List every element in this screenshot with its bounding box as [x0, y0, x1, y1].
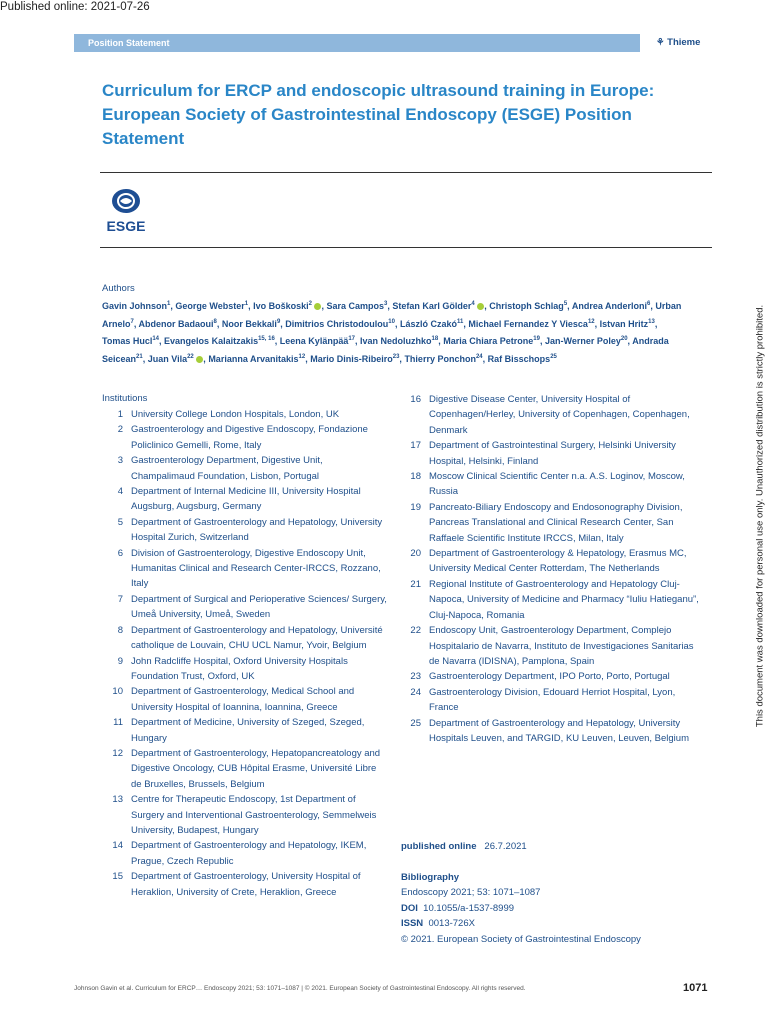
institution-text: Moscow Clinical Scientific Center n.a. A.S. Loginov, Moscow, Russia [429, 471, 685, 498]
author-name: Marianna Arvanitakis [208, 353, 299, 364]
institution-item [102, 592, 387, 623]
institution-item [400, 685, 700, 716]
author-affiliation: 12 [587, 318, 595, 325]
author-name: Jan-Werner Poley [544, 336, 621, 347]
orcid-icon[interactable] [196, 356, 203, 363]
institution-text: Gastroenterology and Digestive Endoscopy, Fondazione Policlinico Gemelli, Rome, Italy [131, 424, 368, 451]
doi-link[interactable]: 10.1055/a-1537-8999 [423, 902, 515, 914]
institution-item [102, 684, 387, 715]
title-divider [100, 172, 712, 173]
author-affiliation: 15, 16 [258, 336, 275, 343]
institution-number: 12 [112, 747, 123, 759]
institution-text: Centre for Therapeutic Endoscopy, 1st Department of Surgery and Interventional Gastroenterology, Semmelweis University, Budapest, Hungary [131, 794, 377, 836]
author-affiliation: 1 [167, 301, 171, 307]
author-affiliation: 9 [276, 318, 281, 325]
institution-number: 24 [410, 686, 421, 698]
institution-item [102, 792, 387, 838]
institution-item [102, 746, 387, 792]
bibliography [401, 870, 641, 947]
institution-number: 25 [410, 717, 421, 729]
institution-text: Gastroenterology Department, Digestive Unit, Champalimaud Foundation, Lisbon, Portugal [131, 455, 323, 482]
author-name: Raf Bisschops [487, 353, 551, 364]
institution-number: 1 [117, 409, 123, 420]
institution-number: 17 [410, 440, 421, 452]
author-affiliation: 4 [471, 301, 475, 307]
institution-item [102, 838, 387, 869]
published-banner: Published online: 2021-07-26 [0, 1, 150, 13]
institution-text: Department of Internal Medicine III, University Hospital Augsburg, Augsburg, Germany [131, 486, 361, 513]
author-name: Andrada Seicean [102, 336, 669, 364]
institution-text: John Radcliffe Hospital, Oxford University Hospitals Foundation Trust, Oxford, UK [131, 655, 348, 682]
institution-number: 22 [410, 625, 421, 637]
issn-label: ISSN [401, 918, 424, 930]
institution-number: 14 [112, 840, 123, 852]
institution-number: 8 [117, 624, 123, 636]
copyright: © 2021. European Society of Gastrointestinal Endoscopy [401, 933, 641, 945]
institution-number: 13 [112, 794, 123, 806]
institution-item [102, 484, 387, 515]
institution-text: Gastroenterology Division, Edouard Herriot Hospital, Lyon, France [429, 686, 676, 714]
author-name: Juan Vila [147, 353, 188, 364]
institution-number: 6 [117, 547, 123, 559]
publisher-logo: ⚘ Thieme [656, 37, 701, 48]
institution-text: Division of Gastroenterology, Digestive Endoscopy Unit, Humanitas Clinical and Research Center-IRCCS, Rozzano, Italy [131, 547, 381, 590]
institutions-column-left [102, 407, 387, 900]
author-name: László Czakó [400, 318, 458, 329]
institution-text: Department of Gastroenterology, University Hospital of Heraklion, University of Crete, Heraklion, Greece [131, 871, 361, 898]
author-affiliation: 23 [392, 353, 400, 360]
author-affiliation: 5 [563, 301, 568, 307]
orcid-icon[interactable] [314, 303, 321, 310]
institution-item [102, 453, 387, 484]
institution-text: Department of Gastroenterology and Hepatology, Université catholique de Louvain, CHU UCL Namur, Yvoir, Belgium [131, 624, 383, 652]
author-name: Ivan Nedoluzhko [360, 336, 432, 347]
institution-text: Endoscopy Unit, Gastroenterology Department, Complejo Hospitalario de Navarra, Instituto de Investigaciones Sanitarias de Navarra (IDISNA), Pamplona, Spain [429, 625, 694, 667]
institutions-heading: Institutions [102, 393, 148, 404]
institution-item [400, 469, 700, 500]
author-affiliation: 22 [187, 353, 194, 360]
institution-number: 18 [410, 471, 421, 483]
author-affiliation: 19 [533, 336, 540, 343]
author-affiliation: 3 [384, 301, 388, 307]
institution-number: 4 [117, 486, 123, 498]
institution-text: Department of Gastroenterology and Hepatology, IKEM, Prague, Czech Republic [131, 840, 367, 867]
author-name: Urban Arnelo [102, 301, 682, 329]
author-name: Noor Bekkali [221, 318, 277, 329]
institution-number: 15 [112, 871, 123, 883]
institution-number: 3 [117, 455, 123, 467]
authors-heading: Authors [102, 283, 135, 294]
author-name: Ivo Boškoski [253, 301, 309, 311]
author-name: Thierry Ponchon [404, 353, 476, 364]
institution-item [400, 438, 700, 469]
author-affiliation: 11 [457, 318, 464, 325]
institution-text: Department of Gastroenterology, Medical School and University Hospital of Ioannina, Ioannina, Greece [131, 686, 355, 713]
author-name: Tomas Hucl [102, 336, 153, 347]
esge-logo [101, 187, 151, 233]
author-name: Michael Fernandez Y Viesca [468, 318, 588, 329]
author-affiliation: 13 [648, 318, 655, 325]
author-affiliation: 21 [136, 353, 143, 360]
author-list: Gavin Johnson$^1$, George Webster$^1$, Ivo Boškoski$^2$ , Sara Campos$^3$, Stefan Karl Gölder$^4$ , Christoph Schlag$^5$, Andrea Anderloni$^6$, Urban Arnelo$^7$, Abdenor Badaoui$^8$, Noor Bekkali$^9$, Dimitrios Christodoulou$^{10}$, László Czakó$^{11}$, Michael Fernandez Y Viesca$^{12}$, Istvan Hritz$^{13}$, Tomas Hucl$^{14}$, Evangelos Kalaitzakis$^{15, 16}$, Leena Kylänpää$^{17}$, Ivan Nedoluzhko$^{18}$, Maria Chiara Petrone$^{19}$, Jan-Werner Poley$^{20}$, Andrada Seicean$^{21}$, Juan Vila$^{22}$ , Marianna Arvanitakis$^{12}$, Mario Dinis-Ribeiro$^{23}$, Thierry Ponchon$^{24}$, Raf Bisschops$^{25}$ [102, 301, 682, 364]
author-name: Dimitrios Christodoulou [285, 318, 389, 329]
institution-item [102, 515, 387, 546]
institution-item [102, 869, 387, 900]
doi-label: DOI [401, 902, 418, 914]
institution-text: Department of Surgical and Perioperative Sciences/ Surgery, Umeå University, Umeå, Sweden [131, 593, 387, 621]
page-footer: Johnson Gavin et al. Curriculum for ERCP… Endoscopy 2021; 53: 1071–1087 | © 2021. European Society of Gastrointestinal Endoscopy. All rights reserved. [74, 985, 526, 992]
author-name: George Webster [175, 301, 245, 311]
institution-text: University College London Hospitals, London, UK [131, 409, 340, 420]
institution-number: 21 [410, 578, 421, 590]
institution-item [400, 623, 700, 669]
institution-text: Regional Institute of Gastroenterology and Hepatology Cluj-Napoca, University of Medicine and Pharmacy “Iuliu Hatieganu”, Cluj-Napoca, Romania [429, 578, 699, 621]
institution-item [102, 654, 387, 685]
author-affiliation: 1 [244, 301, 249, 307]
section-tag: Position Statement [74, 34, 640, 52]
institution-text: Gastroenterology Department, IPO Porto, Porto, Portugal [429, 671, 670, 683]
logo-text: ESGE [106, 218, 146, 233]
author-name: Leena Kylänpää [279, 336, 349, 347]
page-number: 1071 [683, 982, 708, 994]
author-affiliation: 7 [130, 318, 134, 325]
institution-text: Department of Gastroenterology and Hepatology, University Hospital Zurich, Switzerland [131, 516, 383, 544]
institution-number: 10 [112, 686, 123, 698]
author-name: Gavin Johnson [102, 301, 168, 311]
author-name: Abdenor Badaoui [138, 318, 214, 329]
institution-text: Department of Gastroenterology and Hepatology, University Hospitals Leuven, and TARGID, KU Leuven, Leuven, Belgium [429, 717, 689, 744]
issn: 0013-726X [428, 918, 475, 930]
published-online-date: 26.7.2021 [484, 841, 527, 852]
institution-number: 20 [410, 548, 421, 560]
side-notice [754, 286, 765, 746]
institution-number: 5 [117, 516, 123, 528]
author-affiliation: 8 [213, 318, 217, 325]
author-name: Istvan Hritz [599, 318, 649, 329]
institution-number: 11 [113, 717, 123, 729]
author-affiliation: 6 [647, 301, 651, 307]
institution-item [400, 716, 700, 747]
author-name: Maria Chiara Petrone [443, 336, 534, 347]
author-name: Andrea Anderloni [571, 301, 648, 311]
citation: Endoscopy 2021; 53: 1071–1087 [401, 887, 541, 899]
author-affiliation: 12 [298, 353, 306, 360]
institution-text: Department of Gastroenterology & Hepatology, Erasmus MC, University Medical Center Rotterdam, The Netherlands [429, 548, 687, 575]
side-notice-text: This document was downloaded for personal use only. Unauthorized distribution is strictly prohibited. [754, 304, 765, 728]
author-affiliation: 25 [550, 353, 557, 360]
institution-number: 7 [117, 593, 123, 605]
author-name: Mario Dinis-Ribeiro [310, 353, 393, 364]
author-affiliation: 20 [620, 336, 628, 343]
logo-divider [100, 247, 712, 248]
author-name: Evangelos Kalaitzakis [164, 336, 259, 347]
author-affiliation: 10 [388, 318, 395, 325]
institution-item [102, 623, 387, 654]
institution-number: 23 [410, 671, 421, 683]
institution-text: Department of Gastrointestinal Surgery, Helsinki University Hospital, Helsinki, Finland [429, 440, 676, 467]
institution-text: Digestive Disease Center, University Hospital of Copenhagen/Herley, University of Copenhagen, Copenhagen, Denmark [429, 394, 690, 436]
author-affiliation: 24 [475, 353, 483, 360]
institutions-column-right [400, 392, 700, 746]
author-name: Stefan Karl Gölder [392, 301, 472, 311]
author-affiliation: 2 [308, 301, 312, 307]
institution-item [400, 669, 700, 684]
institution-item [400, 577, 700, 623]
author-affiliation: 18 [431, 336, 439, 343]
publisher-name: Thieme [667, 37, 701, 48]
institution-text: Department of Medicine, University of Szeged, Szeged, Hungary [131, 717, 365, 744]
published-online-label: published online [401, 841, 477, 852]
institution-item [102, 407, 387, 422]
institution-number: 16 [410, 394, 421, 405]
author-name: Sara Campos [326, 301, 385, 311]
orcid-icon[interactable] [477, 303, 484, 310]
institution-number: 19 [410, 501, 421, 513]
institution-item [400, 500, 700, 546]
author-affiliation: 17 [348, 336, 356, 343]
institution-item [400, 392, 700, 438]
institution-text: Pancreato-Biliary Endoscopy and Endosonography Division, Pancreas Translational and Clinical Research Center, San Raffaele Scientific Institute IRCCS, Milan, Italy [429, 501, 683, 544]
institution-text: Department of Gastroenterology, Hepatopancreatology and Digestive Oncology, CUB Hôpital Erasme, Université Libre de Bruxelles, Brussels, Belgium [131, 747, 381, 790]
institution-item [102, 546, 387, 592]
institution-item [400, 546, 700, 577]
institution-item [102, 422, 387, 453]
institution-number: 9 [117, 655, 123, 667]
bibliography-heading: Bibliography [401, 872, 460, 883]
institution-number: 2 [117, 424, 123, 436]
institution-item [102, 715, 387, 746]
article-title: Curriculum for ERCP and endoscopic ultrasound training in Europe: European Society of Gastrointestinal Endoscopy (ESGE) Position Statement [102, 81, 655, 148]
author-affiliation: 14 [152, 336, 160, 343]
author-name: Christoph Schlag [489, 301, 564, 311]
published-online [401, 839, 527, 854]
